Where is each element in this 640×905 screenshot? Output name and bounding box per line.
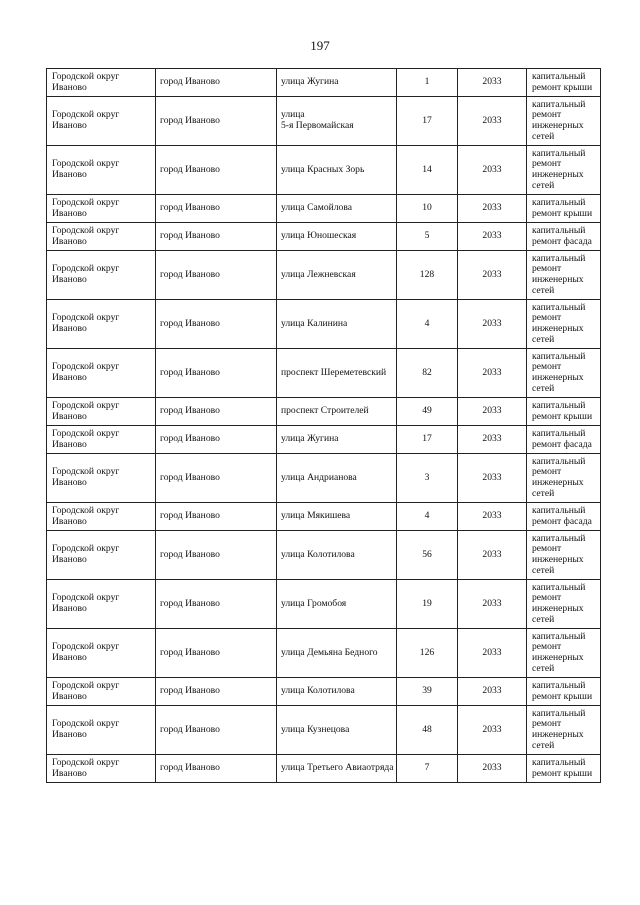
year-cell: 2033 (458, 531, 527, 580)
municipality-cell: Городской округ Иваново (47, 706, 156, 755)
locality-cell: город Иваново (156, 426, 277, 454)
house-number-cell: 4 (397, 503, 458, 531)
house-number-cell: 4 (397, 300, 458, 349)
table-row (47, 223, 601, 251)
table-row (47, 454, 601, 503)
work-type-cell: капитальный ремонт фасада (527, 503, 601, 531)
house-number-cell: 10 (397, 195, 458, 223)
locality-cell: город Иваново (156, 580, 277, 629)
table-row (47, 755, 601, 783)
table-row (47, 195, 601, 223)
house-number-cell: 48 (397, 706, 458, 755)
street-cell: улица 5-я Первомайская (277, 97, 397, 146)
street-cell: улица Колотилова (277, 678, 397, 706)
table-row (47, 426, 601, 454)
work-type-cell: капитальный ремонт инженерных сетей (527, 251, 601, 300)
year-cell: 2033 (458, 69, 527, 97)
locality-cell: город Иваново (156, 97, 277, 146)
year-cell: 2033 (458, 706, 527, 755)
locality-cell: город Иваново (156, 195, 277, 223)
house-number-cell: 3 (397, 454, 458, 503)
work-type-cell: капитальный ремонт фасада (527, 426, 601, 454)
work-type-cell: капитальный ремонт крыши (527, 398, 601, 426)
municipality-cell: Городской округ Иваново (47, 503, 156, 531)
table-row (47, 580, 601, 629)
year-cell: 2033 (458, 195, 527, 223)
table-row (47, 146, 601, 195)
table-row (47, 398, 601, 426)
house-number-cell: 5 (397, 223, 458, 251)
municipality-cell: Городской округ Иваново (47, 398, 156, 426)
street-cell: улица Жугина (277, 426, 397, 454)
year-cell: 2033 (458, 97, 527, 146)
street-cell: улица Кузнецова (277, 706, 397, 755)
municipality-cell: Городской округ Иваново (47, 195, 156, 223)
street-cell: проспект Строителей (277, 398, 397, 426)
municipality-cell: Городской округ Иваново (47, 580, 156, 629)
locality-cell: город Иваново (156, 300, 277, 349)
locality-cell: город Иваново (156, 629, 277, 678)
house-number-cell: 82 (397, 349, 458, 398)
work-type-cell: капитальный ремонт фасада (527, 223, 601, 251)
municipality-cell: Городской округ Иваново (47, 454, 156, 503)
locality-cell: город Иваново (156, 678, 277, 706)
municipality-cell: Городской округ Иваново (47, 97, 156, 146)
street-cell: улица Жугина (277, 69, 397, 97)
locality-cell: город Иваново (156, 503, 277, 531)
year-cell: 2033 (458, 755, 527, 783)
table-row (47, 349, 601, 398)
house-number-cell: 7 (397, 755, 458, 783)
locality-cell: город Иваново (156, 146, 277, 195)
work-type-cell: капитальный ремонт крыши (527, 678, 601, 706)
municipality-cell: Городской округ Иваново (47, 223, 156, 251)
table-row (47, 531, 601, 580)
house-number-cell: 19 (397, 580, 458, 629)
municipality-cell: Городской округ Иваново (47, 629, 156, 678)
locality-cell: город Иваново (156, 531, 277, 580)
locality-cell: город Иваново (156, 69, 277, 97)
municipality-cell: Городской округ Иваново (47, 678, 156, 706)
street-cell: улица Громобоя (277, 580, 397, 629)
street-cell: улица Мякишева (277, 503, 397, 531)
work-type-cell: капитальный ремонт крыши (527, 755, 601, 783)
year-cell: 2033 (458, 398, 527, 426)
municipality-cell: Городской округ Иваново (47, 755, 156, 783)
locality-cell: город Иваново (156, 223, 277, 251)
year-cell: 2033 (458, 300, 527, 349)
municipality-cell: Городской округ Иваново (47, 251, 156, 300)
municipality-cell: Городской округ Иваново (47, 349, 156, 398)
municipality-cell: Городской округ Иваново (47, 69, 156, 97)
table-row (47, 503, 601, 531)
work-type-cell: капитальный ремонт крыши (527, 69, 601, 97)
house-number-cell: 14 (397, 146, 458, 195)
table-row (47, 706, 601, 755)
street-cell: проспект Шереметевский (277, 349, 397, 398)
street-cell: улица Юношеская (277, 223, 397, 251)
house-number-cell: 49 (397, 398, 458, 426)
street-cell: улица Калинина (277, 300, 397, 349)
street-cell: улица Демьяна Бедного (277, 629, 397, 678)
year-cell: 2033 (458, 629, 527, 678)
street-cell: улица Андрианова (277, 454, 397, 503)
locality-cell: город Иваново (156, 706, 277, 755)
year-cell: 2033 (458, 426, 527, 454)
locality-cell: город Иваново (156, 755, 277, 783)
house-number-cell: 39 (397, 678, 458, 706)
house-number-cell: 1 (397, 69, 458, 97)
year-cell: 2033 (458, 503, 527, 531)
municipality-cell: Городской округ Иваново (47, 531, 156, 580)
work-type-cell: капитальный ремонт инженерных сетей (527, 706, 601, 755)
year-cell: 2033 (458, 349, 527, 398)
table-row (47, 97, 601, 146)
year-cell: 2033 (458, 580, 527, 629)
year-cell: 2033 (458, 251, 527, 300)
locality-cell: город Иваново (156, 349, 277, 398)
street-cell: улица Самойлова (277, 195, 397, 223)
year-cell: 2033 (458, 146, 527, 195)
work-type-cell: капитальный ремонт инженерных сетей (527, 629, 601, 678)
street-cell: улица Красных Зорь (277, 146, 397, 195)
table-row (47, 678, 601, 706)
locality-cell: город Иваново (156, 251, 277, 300)
municipality-cell: Городской округ Иваново (47, 426, 156, 454)
table-row (47, 629, 601, 678)
street-cell: улица Лежневская (277, 251, 397, 300)
work-type-cell: капитальный ремонт инженерных сетей (527, 454, 601, 503)
work-type-cell: капитальный ремонт инженерных сетей (527, 580, 601, 629)
work-type-cell: капитальный ремонт инженерных сетей (527, 300, 601, 349)
house-number-cell: 128 (397, 251, 458, 300)
work-type-cell: капитальный ремонт крыши (527, 195, 601, 223)
page-number: 197 (310, 38, 330, 53)
work-type-cell: капитальный ремонт инженерных сетей (527, 97, 601, 146)
street-cell: улица Третьего Авиаотряда (277, 755, 397, 783)
street-cell: улица Колотилова (277, 531, 397, 580)
locality-cell: город Иваново (156, 454, 277, 503)
municipality-cell: Городской округ Иваново (47, 300, 156, 349)
year-cell: 2033 (458, 678, 527, 706)
work-type-cell: капитальный ремонт инженерных сетей (527, 146, 601, 195)
locality-cell: город Иваново (156, 398, 277, 426)
address-program-table (46, 68, 601, 783)
table-row (47, 300, 601, 349)
municipality-cell: Городской округ Иваново (47, 146, 156, 195)
work-type-cell: капитальный ремонт инженерных сетей (527, 531, 601, 580)
house-number-cell: 17 (397, 97, 458, 146)
house-number-cell: 17 (397, 426, 458, 454)
year-cell: 2033 (458, 223, 527, 251)
work-type-cell: капитальный ремонт инженерных сетей (527, 349, 601, 398)
table-row (47, 69, 601, 97)
house-number-cell: 56 (397, 531, 458, 580)
house-number-cell: 126 (397, 629, 458, 678)
year-cell: 2033 (458, 454, 527, 503)
table-row (47, 251, 601, 300)
